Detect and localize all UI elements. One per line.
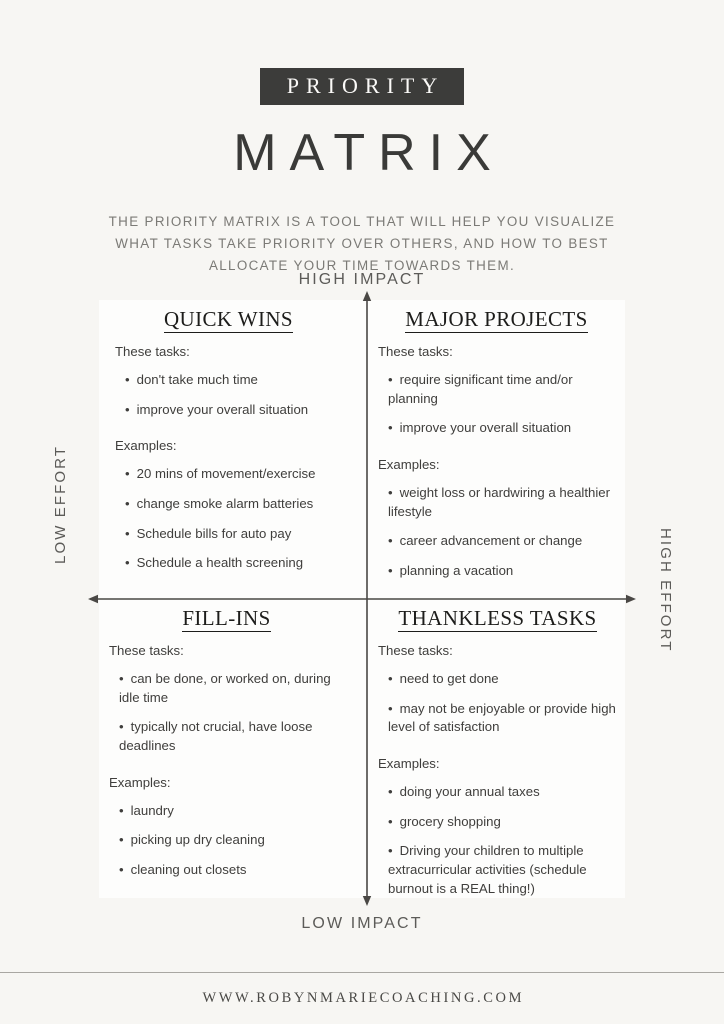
these-tasks-label: These tasks: <box>109 643 184 659</box>
list-item <box>378 532 615 551</box>
bullet-icon: • <box>388 843 393 859</box>
list-item <box>109 670 344 707</box>
quadrant-title-text: QUICK WINS <box>164 308 293 333</box>
horizontal-axis-arrow-icon <box>88 593 636 605</box>
these-tasks-label: These tasks: <box>115 344 190 360</box>
axis-label-low-impact: LOW IMPACT <box>301 915 423 932</box>
list-item <box>115 371 342 390</box>
examples-list-quick-wins <box>115 465 342 573</box>
list-item <box>378 562 615 581</box>
header <box>0 0 724 277</box>
quadrant-quick-wins <box>99 300 362 599</box>
list-item-text: cleaning out closets <box>130 862 247 878</box>
list-item-text: Driving your children to multiple extracurricular activities (schedule burnout is a REAL thing!) <box>388 843 587 896</box>
bullet-icon: • <box>119 832 124 848</box>
traits-list-fill-ins <box>109 670 344 756</box>
list-item <box>115 465 342 484</box>
list-item <box>378 371 615 408</box>
quadrant-title-quick-wins <box>115 308 342 335</box>
page-title: MATRIX <box>233 124 504 182</box>
quadrant-title-text: FILL-INS <box>182 607 270 632</box>
quadrant-title-text: THANKLESS TASKS <box>398 607 596 632</box>
list-item-text: can be done, or worked on, during idle time <box>119 670 331 705</box>
quadrant-title-thankless-tasks <box>378 607 617 634</box>
list-item <box>109 831 344 850</box>
list-item-text: improve your overall situation <box>136 401 309 417</box>
list-item <box>109 718 344 755</box>
bullet-icon: • <box>388 420 393 436</box>
bullet-icon: • <box>388 813 393 829</box>
page-description: THE PRIORITY MATRIX IS A TOOL THAT WILL HELP YOU VISUALIZE WHAT TASKS TAKE PRIORITY OVER OTHERS, AND HOW TO BEST ALLOCATE YOUR TIME TOWARDS THEM. <box>108 214 616 274</box>
traits-list-thankless-tasks <box>378 670 617 737</box>
bullet-icon: • <box>125 495 130 511</box>
list-item-text: change smoke alarm batteries <box>136 495 314 511</box>
list-item <box>109 861 344 880</box>
list-item-text: Schedule a health screening <box>136 555 304 571</box>
bullet-icon: • <box>119 719 124 735</box>
list-item-text: don't take much time <box>136 371 258 387</box>
list-item-text: grocery shopping <box>399 813 501 829</box>
quadrant-thankless-tasks <box>362 599 625 898</box>
list-item <box>378 419 615 438</box>
list-item-text: picking up dry cleaning <box>130 832 265 848</box>
footer-website-url: WWW.ROBYNMARIECOACHING.COM <box>202 990 525 1006</box>
examples-label: Examples: <box>378 457 440 473</box>
bullet-icon: • <box>388 670 393 686</box>
bullet-icon: • <box>119 670 124 686</box>
list-item-text: 20 mins of movement/exercise <box>136 466 316 482</box>
examples-label: Examples: <box>115 438 177 454</box>
priority-badge: PRIORITY <box>260 68 464 105</box>
list-item-text: need to get done <box>399 670 499 686</box>
quadrant-title-fill-ins <box>109 607 344 634</box>
list-item-text: planning a vacation <box>399 563 514 579</box>
footer-divider <box>0 972 724 973</box>
list-item <box>378 484 615 521</box>
bullet-icon: • <box>119 802 124 818</box>
examples-label: Examples: <box>109 774 171 790</box>
bullet-icon: • <box>125 525 130 541</box>
bullet-icon: • <box>388 563 393 579</box>
traits-list-quick-wins <box>115 371 342 419</box>
list-item <box>378 700 617 737</box>
list-item <box>378 842 617 898</box>
these-tasks-label: These tasks: <box>378 643 453 659</box>
list-item-text: career advancement or change <box>399 533 583 549</box>
bullet-icon: • <box>125 555 130 571</box>
axis-label-high-impact: HIGH IMPACT <box>298 271 426 288</box>
traits-list-major-projects <box>378 371 615 438</box>
bullet-icon: • <box>388 484 393 500</box>
list-item <box>115 401 342 420</box>
list-item <box>115 495 342 514</box>
list-item <box>109 802 344 821</box>
axis-label-high-effort: HIGH EFFORT <box>657 528 674 653</box>
examples-label: Examples: <box>378 756 440 772</box>
quadrant-title-major-projects <box>378 308 615 335</box>
list-item <box>378 783 617 802</box>
list-item-text: doing your annual taxes <box>399 783 540 799</box>
bullet-icon: • <box>388 783 393 799</box>
list-item-text: typically not crucial, have loose deadlines <box>119 719 313 754</box>
list-item-text: may not be enjoyable or provide high level of satisfaction <box>388 700 616 735</box>
matrix-grid <box>99 300 625 898</box>
these-tasks-label: These tasks: <box>378 344 453 360</box>
quadrant-major-projects <box>362 300 625 599</box>
list-item <box>378 813 617 832</box>
list-item-text: require significant time and/or planning <box>388 371 573 406</box>
quadrant-fill-ins <box>99 599 362 898</box>
list-item <box>378 670 617 689</box>
bullet-icon: • <box>125 401 130 417</box>
examples-list-thankless-tasks <box>378 783 617 898</box>
list-item <box>115 554 342 573</box>
list-item-text: Schedule bills for auto pay <box>136 525 292 541</box>
axis-label-low-effort: LOW EFFORT <box>52 444 69 564</box>
bullet-icon: • <box>125 371 130 387</box>
bullet-icon: • <box>388 371 393 387</box>
quadrant-title-text: MAJOR PROJECTS <box>405 308 587 333</box>
list-item <box>115 525 342 544</box>
bullet-icon: • <box>125 466 130 482</box>
list-item-text: improve your overall situation <box>399 420 572 436</box>
list-item-text: laundry <box>130 802 174 818</box>
bullet-icon: • <box>388 533 393 549</box>
bullet-icon: • <box>388 700 393 716</box>
examples-list-major-projects <box>378 484 615 581</box>
bullet-icon: • <box>119 862 124 878</box>
examples-list-fill-ins <box>109 802 344 880</box>
list-item-text: weight loss or hardwiring a healthier lifestyle <box>388 484 611 519</box>
